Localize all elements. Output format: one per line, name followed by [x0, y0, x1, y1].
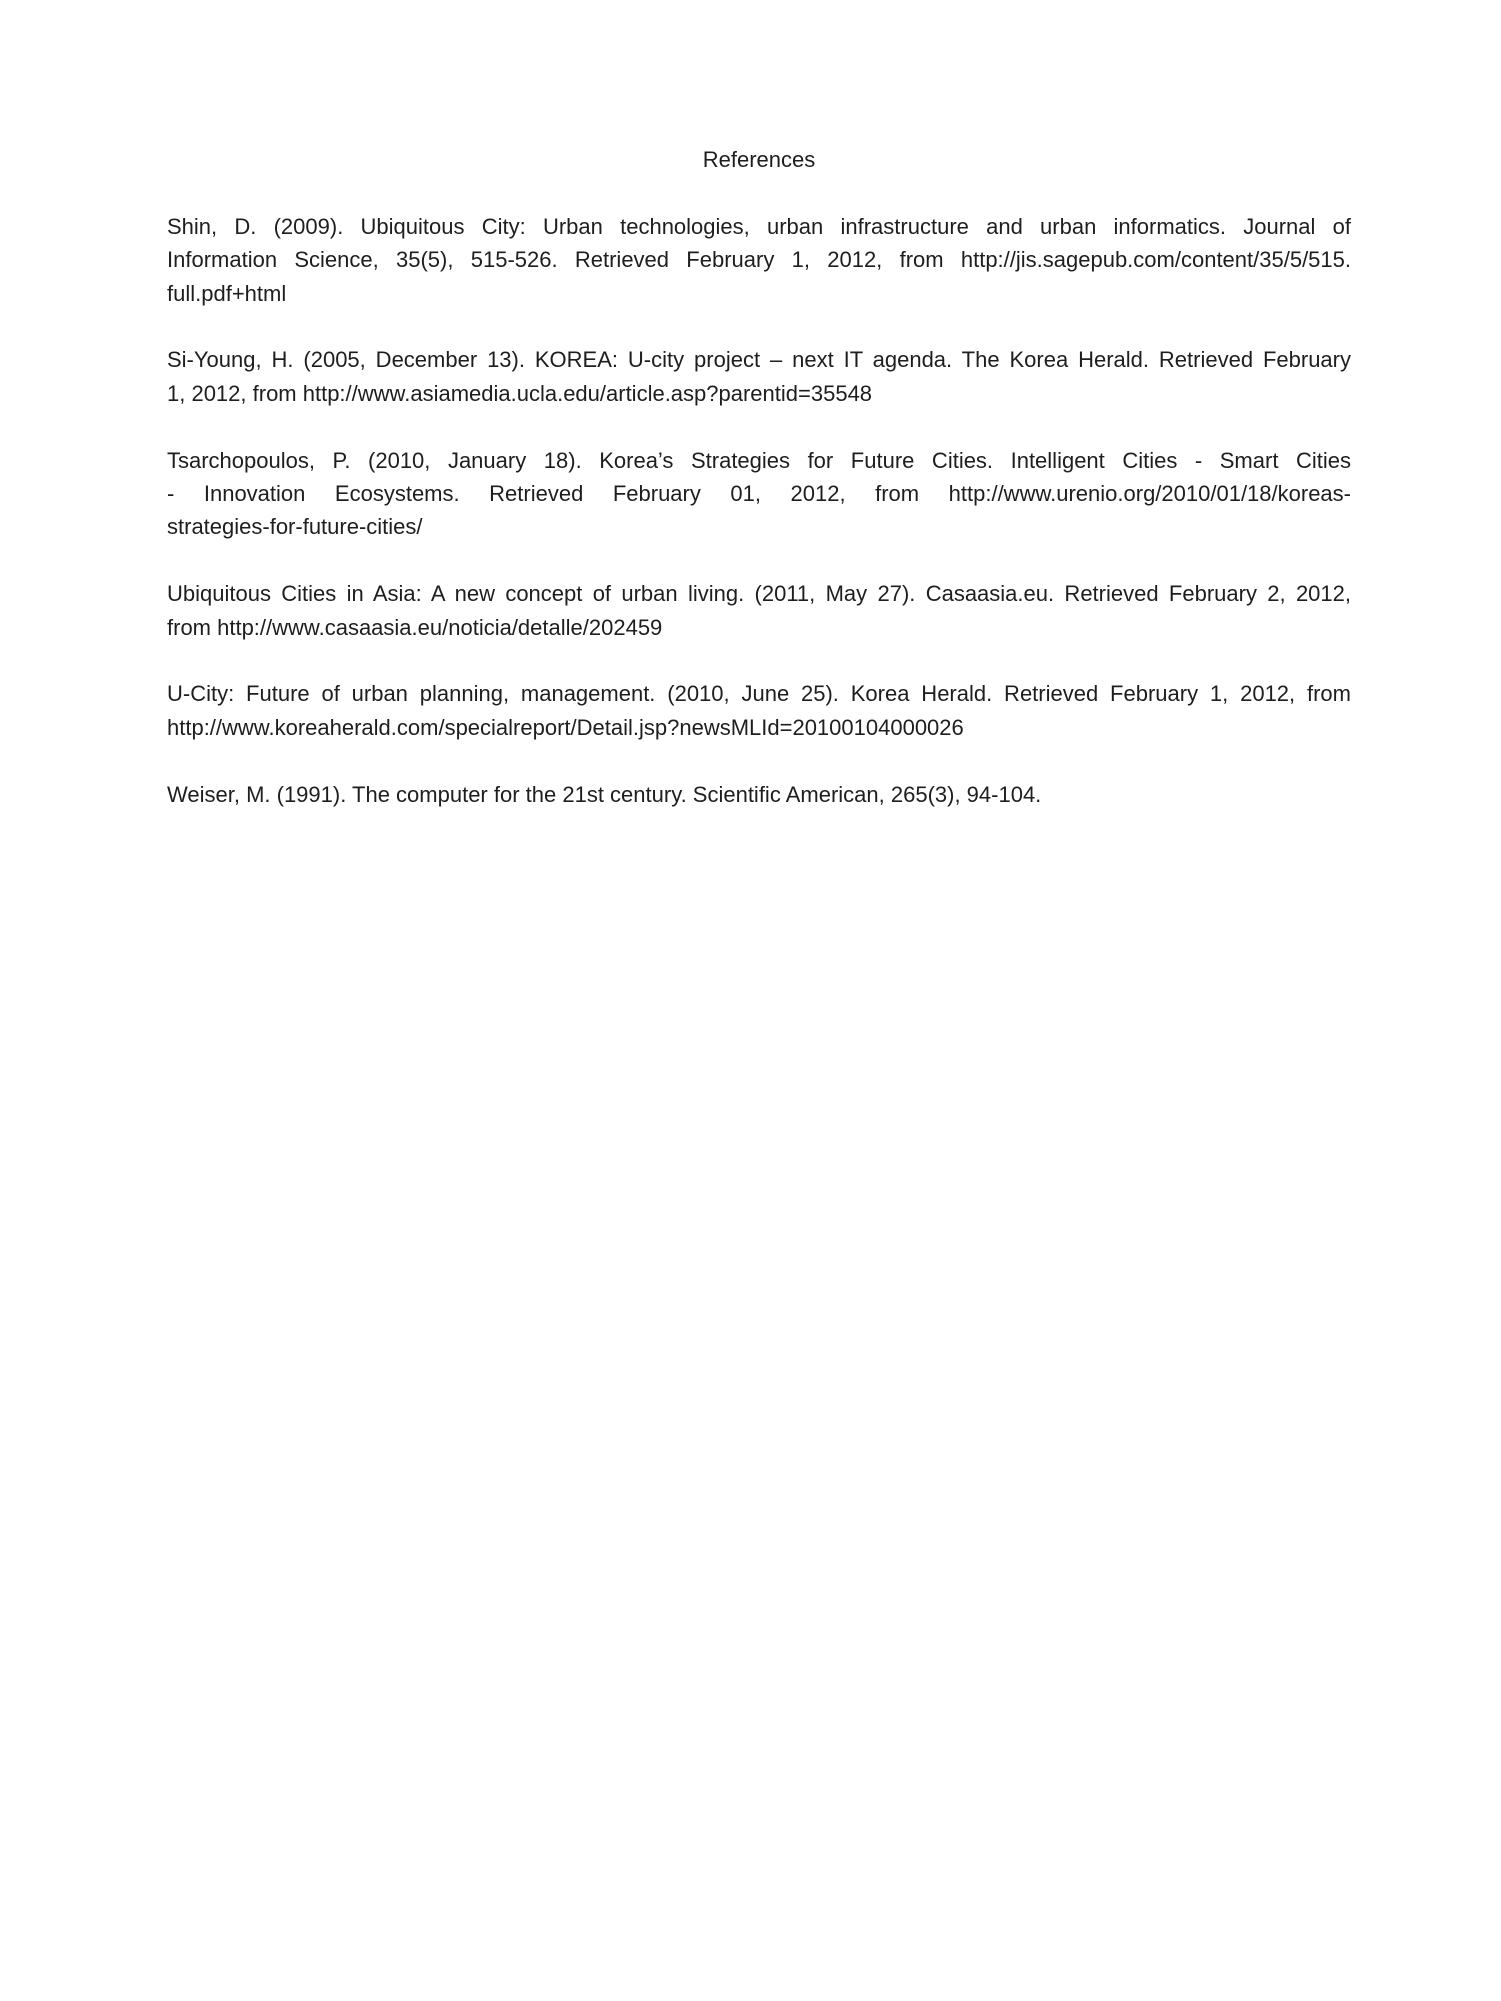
- reference-line: full.pdf+html: [167, 280, 287, 306]
- reference-line: from http://www.casaasia.eu/noticia/detalle/202459: [167, 614, 663, 640]
- reference-line: Weiser, M. (1991). The computer for the 21st century. Scientific American, 265(3), 94-104.: [167, 781, 1042, 807]
- reference-entry: [167, 577, 1351, 644]
- reference-entry: [167, 778, 1351, 811]
- references-section: [167, 143, 1351, 844]
- reference-entry: [167, 677, 1351, 744]
- reference-line: Si-Young, H. (2005, December 13). KOREA: U-city project – next IT agenda. The Korea Herald. Retrieved February: [167, 347, 1351, 373]
- reference-line: Information Science, 35(5), 515-526. Retrieved February 1, 2012, from http://jis.sagepub.com/content/35/5/515.: [167, 247, 1351, 273]
- reference-line: Shin, D. (2009). Ubiquitous City: Urban technologies, urban infrastructure and urban informatics. Journal of: [167, 213, 1351, 239]
- reference-entry: [167, 343, 1351, 410]
- reference-line: - Innovation Ecosystems. Retrieved February 01, 2012, from http://www.urenio.org/2010/01/18/koreas-: [167, 481, 1351, 507]
- reference-line: 1, 2012, from http://www.asiamedia.ucla.edu/article.asp?parentid=35548: [167, 380, 873, 406]
- reference-line: Tsarchopoulos, P. (2010, January 18). Korea’s Strategies for Future Cities. Intelligent Cities - Smart Cities: [167, 447, 1351, 473]
- reference-line: http://www.koreaherald.com/specialreport/Detail.jsp?newsMLId=20100104000026: [167, 714, 964, 740]
- page-title: References: [702, 147, 816, 172]
- reference-line: Ubiquitous Cities in Asia: A new concept of urban living. (2011, May 27). Casaasia.eu. Retrieved February 2, 2012,: [167, 581, 1351, 607]
- reference-entry: [167, 210, 1351, 310]
- reference-line: strategies-for-future-cities/: [167, 514, 423, 540]
- reference-line: U-City: Future of urban planning, management. (2010, June 25). Korea Herald. Retrieved February 1, 2012, from: [167, 681, 1351, 707]
- reference-entry: [167, 444, 1351, 544]
